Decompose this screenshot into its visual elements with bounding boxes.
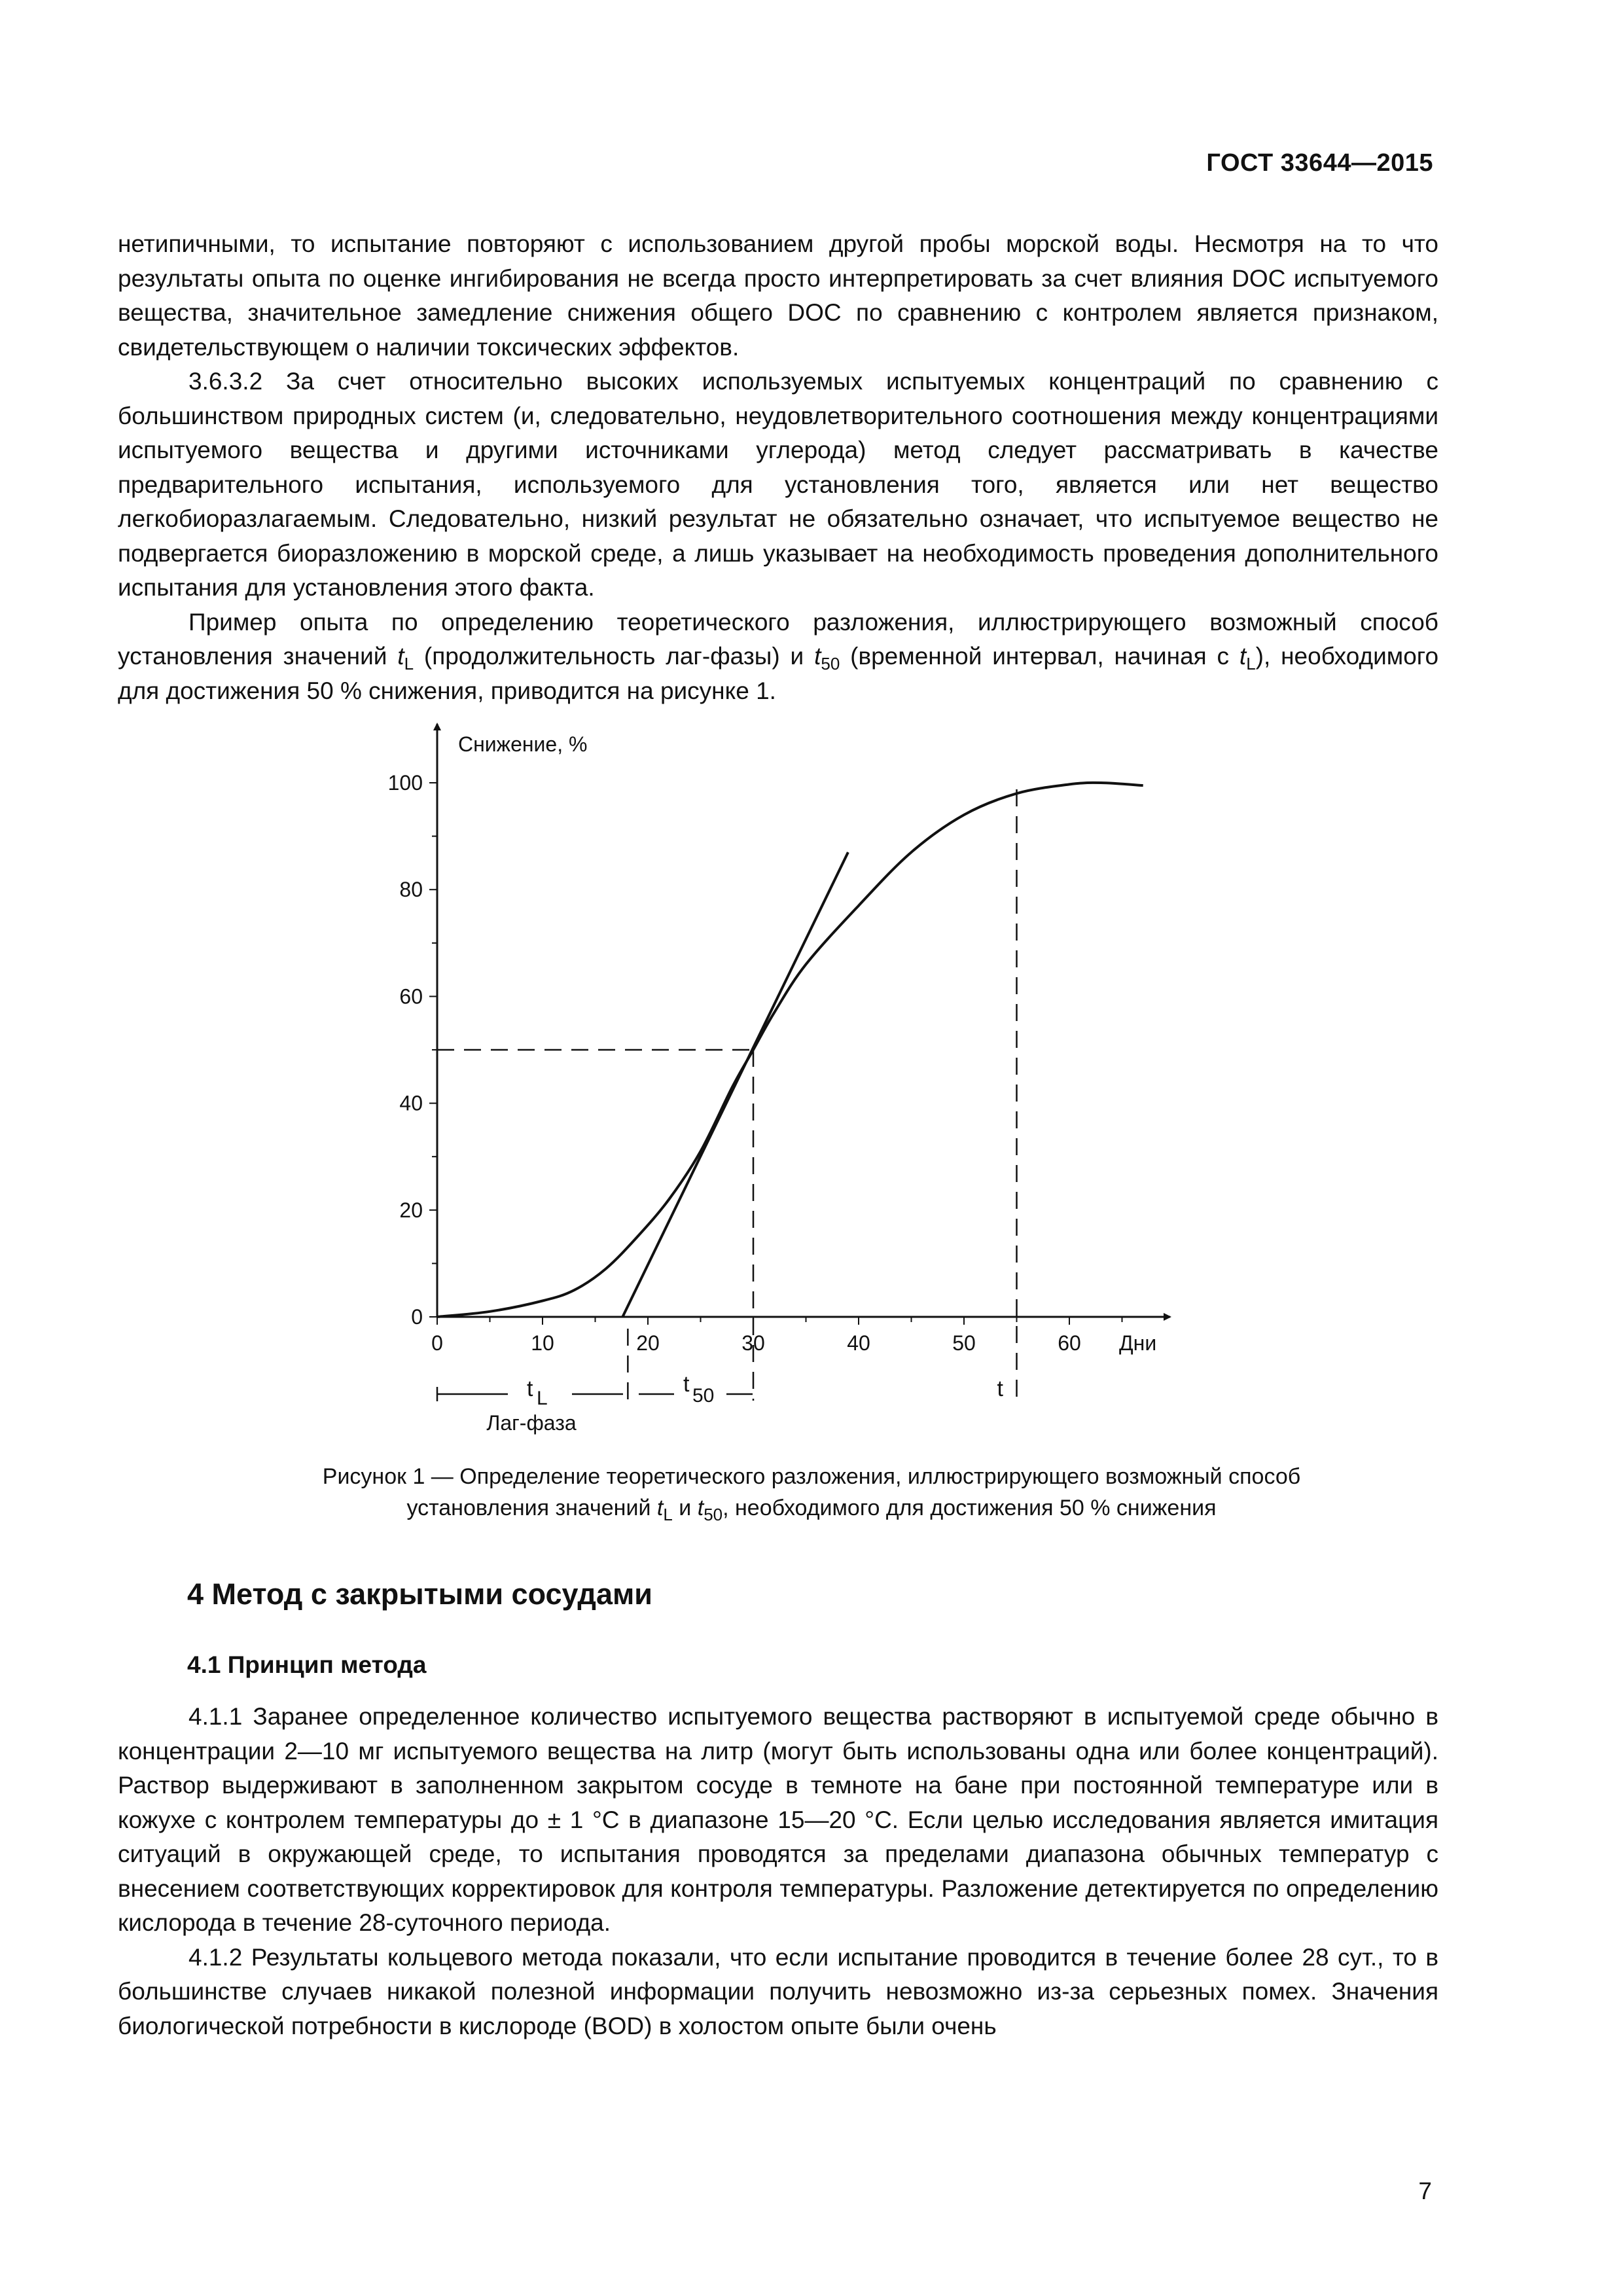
paragraph: нетипичными, то испытание повторяют с использованием другой пробы морской воды. Несмотря на то что результаты опыта по оценке ингибирования не всегда просто интерпретировать за счет влияния DOC испытуемого вещества, значительное замедление снижения общего DOC по сравнению с контролем является признаком, свидетельствующем о наличии токсических эффектов. xyxy=(118,230,1438,361)
x-tick-label: 50 xyxy=(952,1331,976,1355)
caption-text: , необходимого для достижения 50 % снижения xyxy=(722,1496,1217,1520)
caption-line: Рисунок 1 — Определение теоретического разложения, иллюстрирующего возможный способ xyxy=(322,1464,1301,1489)
tl-symbol: t xyxy=(527,1376,533,1401)
page-number: 7 xyxy=(1418,2178,1432,2204)
tangent-line xyxy=(622,852,848,1317)
subscript-50: 50 xyxy=(821,654,840,673)
figure-caption xyxy=(0,1461,1623,1524)
t50-subscript: 50 xyxy=(692,1385,715,1407)
subscript-50: 50 xyxy=(704,1505,723,1524)
paragraph: 4.1.1 Заранее определенное количество испытуемого вещества растворяют в испытуемой среде обычно в концентрации 2—10 мг испытуемого вещества на литр (могут быть использованы одна или более концентраций). Раствор выдерживают в заполненном закрытом сосуде в темноте на бане при постоянной температуре или в кожухе с контролем температуры до ± 1 °С в диапазоне 15—20 °С. Если целью исследования является имитация ситуаций в окружающей среде, то испытания проводятся за пределами диапазона обычных температур с внесением соответствующих корректировок для контроля температуры. Разложение детектируется по определению кислорода в течение 28-суточного периода. xyxy=(118,1703,1438,1936)
caption-text: установления значений xyxy=(406,1496,651,1520)
degradation-curve xyxy=(437,783,1143,1317)
tl-subscript: L xyxy=(537,1388,548,1409)
t50-symbol: t xyxy=(683,1372,690,1397)
x-axis-title: Дни xyxy=(1119,1331,1157,1355)
lag-phase-label: Лаг-фаза xyxy=(486,1411,577,1435)
symbol-t: t xyxy=(814,643,821,670)
symbol-t: t xyxy=(1239,643,1247,670)
y-tick-label: 60 xyxy=(399,984,423,1009)
x-tick-label: 30 xyxy=(741,1331,765,1355)
x-tick-label: 0 xyxy=(431,1331,443,1355)
subsection-heading: 4.1 Принцип метода xyxy=(187,1651,427,1678)
symbol-t: t xyxy=(397,643,404,670)
paragraph-text: (временной интервал, начиная с xyxy=(850,643,1230,670)
y-tick-label: 40 xyxy=(399,1091,423,1115)
subscript-l: L xyxy=(1246,654,1256,673)
caption-text: и xyxy=(679,1496,692,1520)
paragraph: 3.6.3.2 За счет относительно высоких используемых испытуемых концентраций по сравнению с большинством природных систем (и, следовательно, неудовлетворительного соотношения между концентрациями испытуемого вещества и другими источниками углерода) метод следует рассматривать в качестве предварительного испытания, используемого для установления того, является или нет вещество легкобиоразлагаемым. Следовательно, низкий результат не обязательно означает, что испытуемое вещество не подвергается биоразложению в морской среде, а лишь указывает на необходимость проведения дополнительного испытания для установления этого факта. xyxy=(118,368,1438,601)
paragraph-text: ), необходимого для достижения 50 % снижения, приводится на рисунке 1. xyxy=(118,643,1439,704)
figure-1 xyxy=(0,713,1623,1460)
y-tick-label: 100 xyxy=(387,771,423,795)
y-tick-label: 80 xyxy=(399,878,423,902)
paragraph-text: (продолжительность лаг-фазы) и xyxy=(423,643,804,670)
y-tick-label: 0 xyxy=(411,1305,423,1329)
x-tick-label: 20 xyxy=(636,1331,660,1355)
symbol-t: t xyxy=(697,1496,704,1520)
degradation-chart xyxy=(0,713,1623,1460)
text-block-top xyxy=(118,227,1438,708)
y-axis-title: Снижение, % xyxy=(458,732,588,756)
x-tick-label: 60 xyxy=(1058,1331,1081,1355)
x-tick-label: 10 xyxy=(531,1331,554,1355)
text-block-bottom xyxy=(118,1700,1438,2043)
x-tick-label: 40 xyxy=(847,1331,870,1355)
symbol-t: t xyxy=(656,1496,664,1520)
paragraph: 4.1.2 Результаты кольцевого метода показали, что если испытание проводится в течение более 28 сут., то в большинстве случаев никакой полезной информации получить невозможно из-за серьезных помех. Значения биологической потребности в кислороде (BOD) в холостом опыте были очень xyxy=(118,1943,1438,2039)
y-tick-label: 20 xyxy=(399,1198,423,1222)
subscript-l: L xyxy=(663,1505,673,1524)
paragraph xyxy=(118,605,1438,709)
t-symbol: t xyxy=(997,1376,1003,1401)
document-code: ГОСТ 33644—2015 xyxy=(1206,149,1433,177)
subscript-l: L xyxy=(404,654,414,673)
caption-line xyxy=(0,1492,1623,1524)
section-heading: 4 Метод с закрытыми сосудами xyxy=(187,1577,652,1611)
paragraph-text: Пример опыта по определению теоретического разложения, иллюстрирующего возможный способ установления значений xyxy=(118,608,1438,670)
